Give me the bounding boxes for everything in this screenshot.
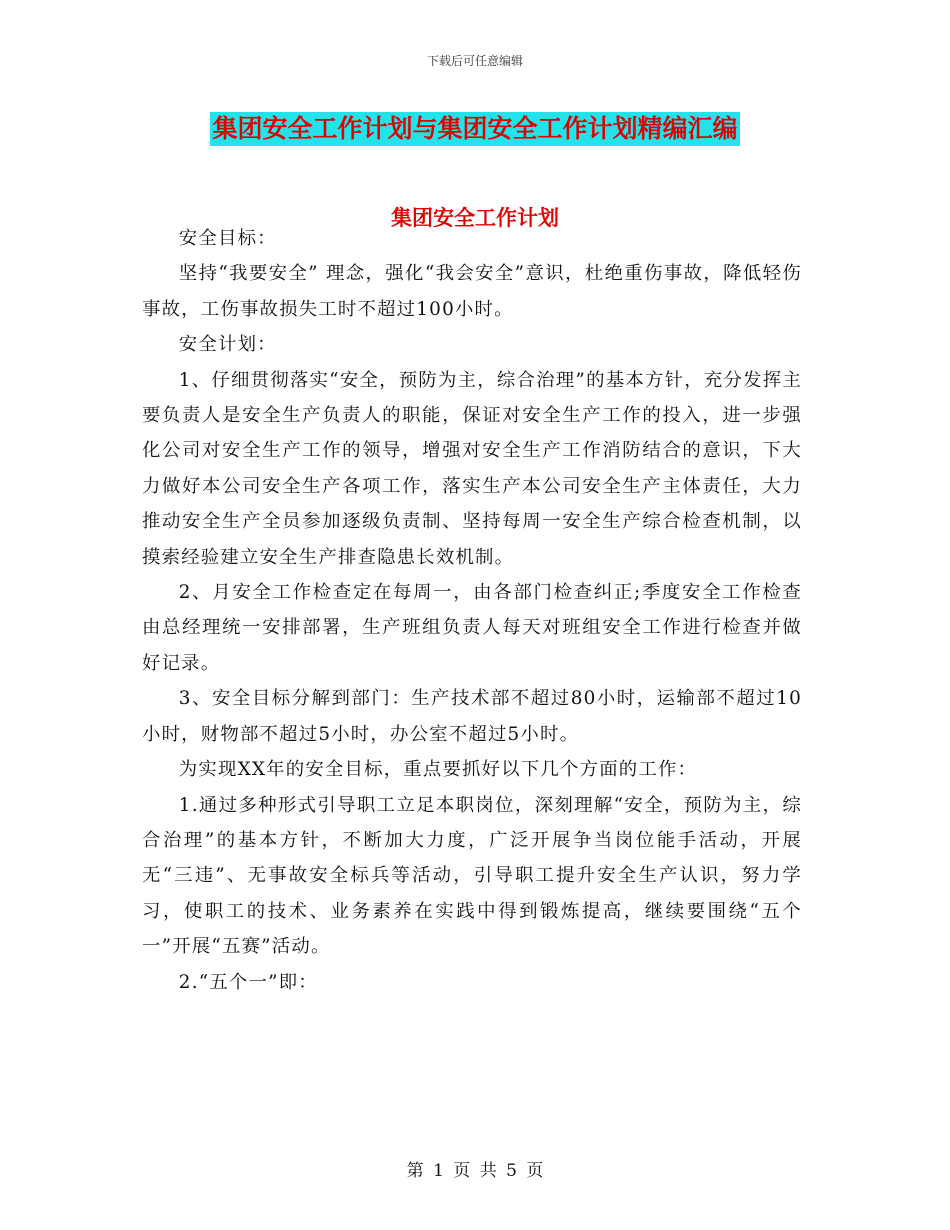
paragraph: 安全目标： xyxy=(178,228,277,249)
paragraph: 3、安全目标分解到部门：生产技术部不超过80小时，运输部不超过10小时，财物部不超过5小时，办公室不超过5小时。 xyxy=(142,688,802,745)
paragraph: 为实现XX年的安全目标，重点要抓好以下几个方面的工作： xyxy=(178,759,698,781)
paragraph: 2、月安全工作检查定在每周一，由各部门检查纠正;季度安全工作检查由总经理统一安排部署，生产班组负责人每天对班组安全工作进行检查并做好记录。 xyxy=(142,582,802,674)
header-note: 下载后可任意编辑 xyxy=(426,54,523,68)
paragraph: 1.通过多种形式引导职工立足本职岗位，深刻理解“安全，预防为主，综合治理”的基本方针，不断加大力度，广泛开展争当岗位能手活动，开展无“三违”、无事故安全标兵等活动，引导职工提升安全生产认识，努力学习，使职工的技术、业务素养在实践中得到锻炼提高，继续要围绕“五个一”开展“五赛”活动。 xyxy=(142,794,802,958)
document-body xyxy=(142,221,802,1000)
main-title-wrap xyxy=(0,112,950,146)
sub-title: 集团安全工作计划 xyxy=(391,206,559,230)
page-footer: 第 1 页 共 5 页 xyxy=(406,1161,544,1181)
paragraph: 坚持“我要安全” 理念，强化“我会安全”意识，杜绝重伤事故，降低轻伤事故，工伤事故损失工时不超过100小时。 xyxy=(142,263,802,320)
paragraph: 安全计划： xyxy=(178,334,277,356)
paragraph: 1、仔细贯彻落实“安全，预防为主，综合治理”的基本方针，充分发挥主要负责人是安全生产负责人的职能，保证对安全生产工作的投入，进一步强化公司对安全生产工作的领导，增强对安全生产工作消防结合的意识，下大力做好本公司安全生产各项工作，落实生产本公司安全生产主体责任，大力推动安全生产全员参加逐级负责制、坚持每周一安全生产综合检查机制，以摸索经验建立安全生产排查隐患长效机制。 xyxy=(142,369,802,568)
main-title: 集团安全工作计划与集团安全工作计划精编汇编 xyxy=(210,112,739,146)
paragraph: 2.“五个一”即： xyxy=(178,971,318,993)
